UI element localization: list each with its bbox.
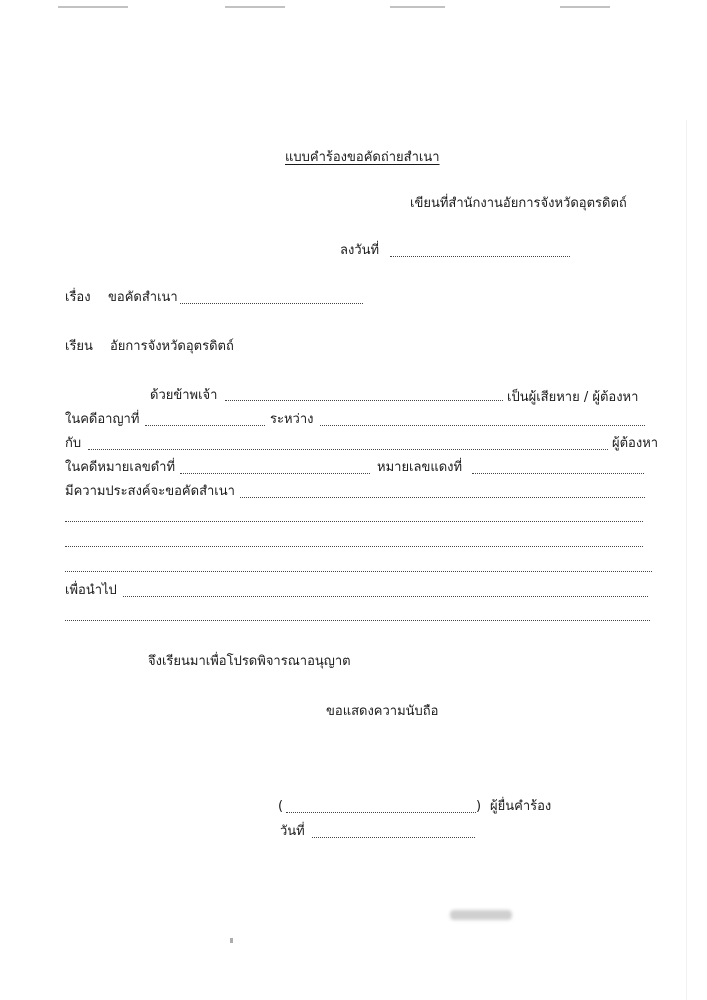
applicant-name-field[interactable] [225,400,503,401]
criminal-case-field[interactable] [145,425,265,426]
scan-mark [225,6,285,8]
page-edge [686,120,687,1000]
copy-request-field[interactable] [65,571,652,572]
to-text: อัยการจังหวัดอุตรดิตถ์ [110,339,234,354]
scan-smudge [450,910,512,920]
red-case-label: หมายเลขแดงที่ [377,460,463,475]
to-label: เรียน [65,339,93,354]
scan-mark [230,938,233,943]
copy-request-field[interactable] [65,521,643,522]
applicant-name-label: ด้วยข้าพเจ้า [150,388,218,403]
with-label: กับ [65,436,82,451]
regards-text: ขอแสดงความนับถือ [326,704,439,719]
use-for-field[interactable] [123,596,648,597]
black-case-field[interactable] [180,473,370,474]
signature-open-paren: ( [278,799,284,814]
red-case-field[interactable] [472,473,644,474]
subject-label: เรื่อง [65,290,91,305]
defendant-field[interactable] [88,449,608,450]
scan-mark [390,6,445,8]
copy-request-field[interactable] [240,497,645,498]
scan-mark [58,6,128,8]
signature-close-paren: ) [476,799,482,814]
black-case-label: ในคดีหมายเลขดำที่ [65,460,176,475]
signature-date-label: วันที่ [280,824,305,839]
copy-request-field[interactable] [65,546,643,547]
subject-text: ขอคัดสำเนา [108,290,178,305]
criminal-case-label: ในคดีอาญาที่ [65,412,140,427]
applicant-label: ผู้ยื่นคำร้อง [490,799,552,814]
use-for-field[interactable] [65,620,650,621]
scan-mark [560,6,610,8]
signature-name-field[interactable] [286,812,476,813]
party-status-text: เป็นผู้เสียหาย / ผู้ต้องหา [507,390,639,405]
defendant-label: ผู้ต้องหา [612,436,659,451]
use-for-label: เพื่อนำไป [65,583,117,598]
date-label: ลงวันที่ [340,243,380,258]
form-title: แบบคำร้องขอคัดถ่ายสำเนา [285,150,440,165]
copy-purpose-label: มีความประสงค์จะขอคัดสำเนา [65,484,235,499]
between-label: ระหว่าง [270,412,314,427]
written-at: เขียนที่สำนักงานอัยการจังหวัดอุตรดิตถ์ [410,196,627,211]
between-field[interactable] [320,425,645,426]
subject-field[interactable] [180,303,363,304]
date-field[interactable] [390,256,570,257]
signature-date-field[interactable] [312,837,475,838]
closing-text: จึงเรียนมาเพื่อโปรดพิจารณาอนุญาต [148,654,351,669]
